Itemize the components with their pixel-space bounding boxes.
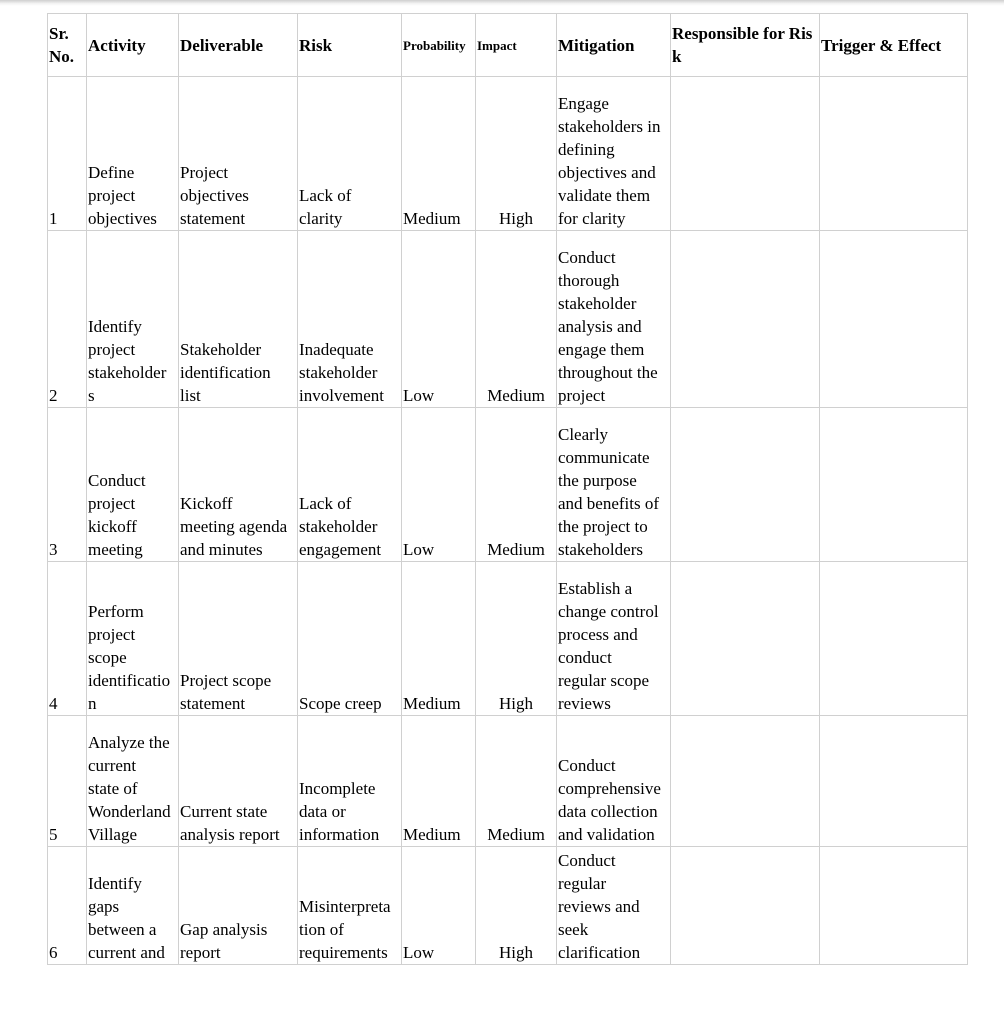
cell-mitigation-text: Conduct regular reviews and seek clarification (558, 851, 641, 962)
cell-activity (87, 77, 179, 231)
header-mitigation: Mitigation (557, 14, 671, 77)
cell-probability (402, 77, 476, 231)
cell-activity-text: Identify gaps between a current and (88, 874, 165, 962)
risk-register-table (47, 13, 968, 965)
cell-risk-text: Incomplete data or information (299, 779, 380, 844)
cell-deliverable (179, 231, 298, 408)
cell-risk-text: Lack of clarity (299, 186, 352, 228)
cell-risk (298, 847, 402, 965)
cell-impact-text: Medium (487, 540, 545, 559)
cell-activity (87, 562, 179, 716)
cell-deliverable-text: Stakeholder identification list (180, 340, 271, 405)
cell-mitigation (557, 562, 671, 716)
cell-sr-no-text: 5 (49, 825, 58, 844)
cell-probability (402, 562, 476, 716)
table-row (48, 408, 968, 562)
cell-activity (87, 231, 179, 408)
cell-mitigation-text: Engage stakeholders in defining objectives and validate them for clarity (558, 94, 661, 228)
cell-sr-no (48, 562, 87, 716)
cell-risk-text: Inadequate stakeholder involvement (299, 340, 384, 405)
table-body (48, 77, 968, 965)
cell-activity-text: Identify project stakeholder s (88, 317, 167, 405)
cell-sr-no (48, 231, 87, 408)
cell-deliverable-text: Kickoff meeting agenda and minutes (180, 494, 288, 559)
cell-sr-no (48, 77, 87, 231)
cell-probability-text: Medium (403, 825, 461, 844)
cell-sr-no-text: 4 (49, 694, 58, 713)
cell-activity-text: Analyze the current state of Wonderland Village (88, 733, 171, 844)
cell-mitigation-text: Conduct comprehensive data collection and validation (558, 756, 661, 844)
cell-deliverable-text: Project scope statement (180, 671, 272, 713)
page-top-shadow (0, 0, 1004, 6)
cell-trigger-effect (820, 408, 968, 562)
cell-trigger-effect (820, 716, 968, 847)
cell-activity (87, 716, 179, 847)
cell-probability-text: Medium (403, 209, 461, 228)
cell-risk-text: Misinterpreta tion of requirements (299, 897, 391, 962)
cell-risk-text: Lack of stakeholder engagement (299, 494, 382, 559)
header-trigger-effect: Trigger & Effect (820, 14, 968, 77)
cell-risk-text: Scope creep (299, 694, 382, 713)
cell-impact-text: High (499, 943, 533, 962)
header-impact: Impact (476, 14, 557, 77)
cell-probability (402, 716, 476, 847)
cell-risk (298, 408, 402, 562)
cell-sr-no-text: 6 (49, 943, 58, 962)
cell-activity-text: Conduct project kickoff meeting (88, 471, 146, 559)
cell-deliverable-text: Gap analysis report (180, 920, 268, 962)
cell-activity (87, 408, 179, 562)
cell-responsible (671, 716, 820, 847)
table-row (48, 562, 968, 716)
cell-mitigation (557, 77, 671, 231)
header-deliverable: Deliverable (179, 14, 298, 77)
table-row (48, 847, 968, 965)
cell-mitigation (557, 231, 671, 408)
cell-mitigation-text: Conduct thorough stakeholder analysis and engage them throughout the project (558, 248, 658, 405)
cell-trigger-effect (820, 847, 968, 965)
cell-mitigation-text: Clearly communicate the purpose and benefits of the project to stakeholders (558, 425, 660, 559)
cell-sr-no-text: 3 (49, 540, 58, 559)
cell-mitigation-text: Establish a change control process and conduct regular scope reviews (558, 579, 659, 713)
cell-impact (476, 408, 557, 562)
cell-probability (402, 408, 476, 562)
cell-risk (298, 231, 402, 408)
cell-probability (402, 847, 476, 965)
cell-deliverable (179, 408, 298, 562)
cell-probability-text: Medium (403, 694, 461, 713)
table-row (48, 231, 968, 408)
cell-probability-text: Low (403, 943, 435, 962)
cell-deliverable (179, 847, 298, 965)
cell-impact-text: Medium (487, 386, 545, 405)
cell-sr-no (48, 847, 87, 965)
table-row (48, 77, 968, 231)
cell-risk (298, 716, 402, 847)
cell-impact-text: High (499, 694, 533, 713)
table-row (48, 716, 968, 847)
header-activity: Activity (87, 14, 179, 77)
cell-probability (402, 231, 476, 408)
cell-deliverable (179, 716, 298, 847)
cell-activity (87, 847, 179, 965)
cell-activity-text: Perform project scope identificatio n (88, 602, 171, 713)
cell-deliverable-text: Current state analysis report (180, 802, 280, 844)
cell-sr-no-text: 2 (49, 386, 58, 405)
cell-impact (476, 562, 557, 716)
cell-deliverable (179, 77, 298, 231)
cell-impact-text: Medium (487, 825, 545, 844)
cell-responsible (671, 562, 820, 716)
cell-sr-no (48, 716, 87, 847)
header-responsible: Responsible for Risk (671, 14, 820, 77)
header-probability: Probability (402, 14, 476, 77)
cell-mitigation (557, 408, 671, 562)
cell-responsible (671, 847, 820, 965)
cell-deliverable (179, 562, 298, 716)
cell-mitigation (557, 847, 671, 965)
cell-impact-text: High (499, 209, 533, 228)
header-sr-no: Sr. No. (48, 14, 87, 77)
cell-impact (476, 77, 557, 231)
header-risk: Risk (298, 14, 402, 77)
cell-responsible (671, 408, 820, 562)
cell-impact (476, 716, 557, 847)
cell-probability-text: Low (403, 386, 435, 405)
cell-probability-text: Low (403, 540, 435, 559)
cell-responsible (671, 77, 820, 231)
cell-impact (476, 231, 557, 408)
cell-sr-no-text: 1 (49, 209, 58, 228)
cell-impact (476, 847, 557, 965)
cell-trigger-effect (820, 231, 968, 408)
table-header-row (48, 14, 968, 77)
cell-deliverable-text: Project objectives statement (180, 163, 249, 228)
cell-risk (298, 77, 402, 231)
cell-risk (298, 562, 402, 716)
cell-trigger-effect (820, 77, 968, 231)
cell-activity-text: Define project objectives (88, 163, 157, 228)
cell-trigger-effect (820, 562, 968, 716)
cell-responsible (671, 231, 820, 408)
cell-mitigation (557, 716, 671, 847)
cell-sr-no (48, 408, 87, 562)
